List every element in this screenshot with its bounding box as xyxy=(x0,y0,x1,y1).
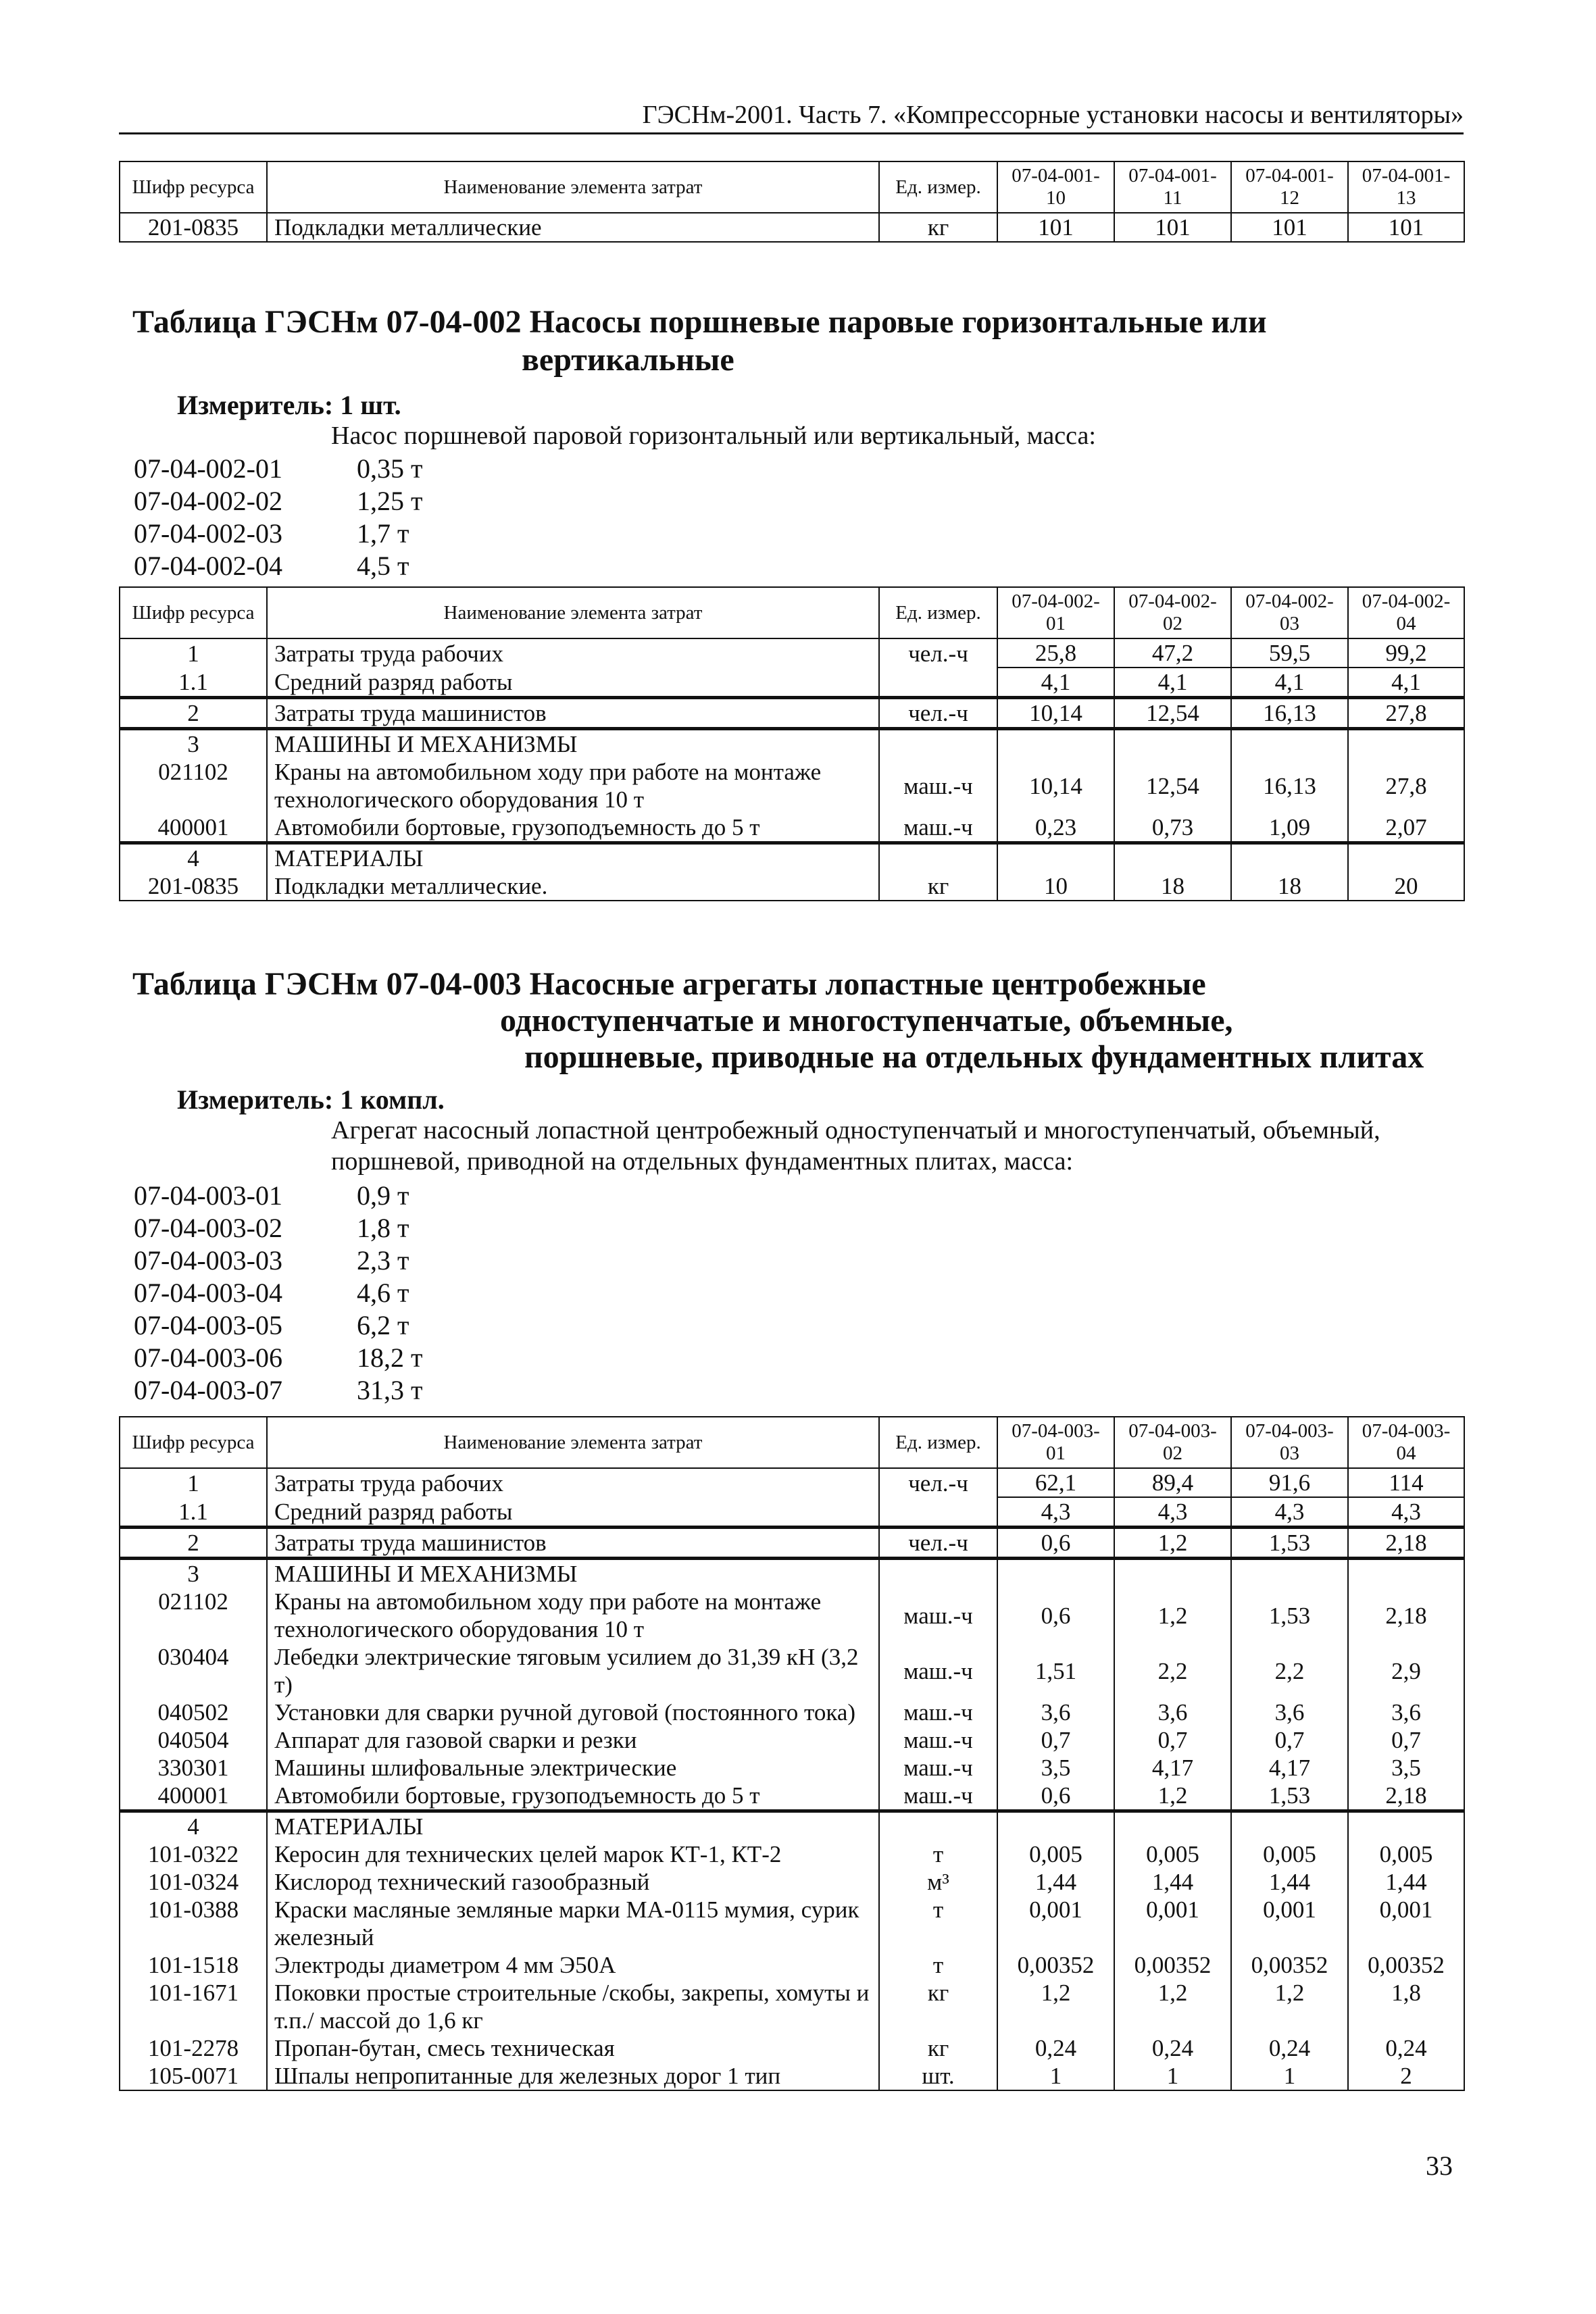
col-header-norm: 07-04-002-02 xyxy=(1114,587,1231,638)
table-row: 1 Затраты труда рабочих чел.-ч 25,8 47,2 59,5 99,2 xyxy=(120,638,1464,668)
table-row: 4 МАТЕРИАЛЫ xyxy=(120,843,1464,873)
col-header-norm: 07-04-001-10 xyxy=(997,161,1114,213)
col-header-unit: Ед. измер. xyxy=(879,161,997,213)
table-row: 101-0388 Краски масляные земляные марки МА-0115 мумия, сурик железный т 0,001 0,001 0,001 0,001 xyxy=(120,1896,1464,1951)
list-item: 07-04-002-02 1,25 т xyxy=(134,486,423,516)
running-header: ГЭСНм-2001. Часть 7. «Компрессорные установки насосы и вентиляторы» xyxy=(119,100,1464,134)
table-row: 400001 Автомобили бортовые, грузоподъемность до 5 т маш.-ч 0,6 1,2 1,53 2,18 xyxy=(120,1782,1464,1811)
list-item: 07-04-003-07 31,3 т xyxy=(134,1375,423,1405)
section-2-description: Насос поршневой паровой горизонтальный или вертикальный, масса: xyxy=(331,422,1096,450)
table-row: 400001 Автомобили бортовые, грузоподъемность до 5 т маш.-ч 0,23 0,73 1,09 2,07 xyxy=(120,813,1464,843)
col-header-code: Шифр ресурса xyxy=(120,1417,267,1468)
table-row: 101-2278 Пропан-бутан, смесь техническая кг 0,24 0,24 0,24 0,24 xyxy=(120,2034,1464,2062)
table-row: 1 Затраты труда рабочих чел.-ч 62,1 89,4 91,6 114 xyxy=(120,1468,1464,1497)
table-row: 1.1 Средний разряд работы 4,1 4,1 4,1 4,1 xyxy=(120,668,1464,698)
col-header-norm: 07-04-001-11 xyxy=(1114,161,1231,213)
section-3-norm-list xyxy=(134,1180,422,1407)
col-header-code: Шифр ресурса xyxy=(120,587,267,638)
col-header-norm: 07-04-001-12 xyxy=(1231,161,1348,213)
col-header-norm: 07-04-003-02 xyxy=(1114,1417,1231,1468)
table-row: 101-1518 Электроды диаметром 4 мм Э50А т 0,00352 0,00352 0,00352 0,00352 xyxy=(120,1951,1464,1979)
table-row: 2 Затраты труда машинистов чел.-ч 10,14 12,54 16,13 27,8 xyxy=(120,698,1464,729)
col-header-unit: Ед. измер. xyxy=(879,587,997,638)
col-header-norm: 07-04-002-01 xyxy=(997,587,1114,638)
table-row: 030404 Лебедки электрические тяговым усилием до 31,39 кН (3,2 т) маш.-ч 1,51 2,2 2,2 2,9 xyxy=(120,1643,1464,1699)
table-row: 040502 Установки для сварки ручной дуговой (постоянного тока) маш.-ч 3,6 3,6 3,6 3,6 xyxy=(120,1699,1464,1726)
section-3-title: Таблица ГЭСНм 07-04-003 Насосные агрегаты лопастные центробежные xyxy=(132,966,1206,1002)
list-item: 07-04-003-02 1,8 т xyxy=(134,1213,409,1243)
col-header-code: Шифр ресурса xyxy=(120,161,267,213)
list-item: 07-04-003-03 2,3 т xyxy=(134,1245,409,1276)
section-2-title: Таблица ГЭСНм 07-04-002 Насосы поршневые паровые горизонтальные или xyxy=(132,304,1267,340)
table-row: 330301 Машины шлифовальные электрические маш.-ч 3,5 4,17 4,17 3,5 xyxy=(120,1754,1464,1782)
col-header-norm: 07-04-003-04 xyxy=(1348,1417,1464,1468)
list-item: 07-04-003-06 18,2 т xyxy=(134,1342,423,1373)
table-row: 201-0835 Подкладки металлические. кг 10 18 18 20 xyxy=(120,872,1464,901)
col-header-norm: 07-04-001-13 xyxy=(1348,161,1464,213)
table-row: 2 Затраты труда машинистов чел.-ч 0,6 1,2 1,53 2,18 xyxy=(120,1528,1464,1559)
table-row: 3 МАШИНЫ И МЕХАНИЗМЫ xyxy=(120,1559,1464,1588)
list-item: 07-04-003-01 0,9 т xyxy=(134,1180,409,1211)
table-row: 021102 Краны на автомобильном ходу при работе на монтаже технологического оборудования 10 т маш.-ч 0,6 1,2 1,53 2,18 xyxy=(120,1588,1464,1643)
section-3-title-cont2: поршневые, приводные на отдельных фундаментных плитах xyxy=(524,1039,1424,1075)
col-header-unit: Ед. измер. xyxy=(879,1417,997,1468)
table-row: 105-0071 Шпалы непропитанные для железных дорог 1 тип шт. 1 1 1 2 xyxy=(120,2062,1464,2090)
table-row: 101-0322 Керосин для технических целей марок КТ-1, КТ-2 т 0,005 0,005 0,005 0,005 xyxy=(120,1840,1464,1868)
table-row: 201-0835 Подкладки металлические кг 101 101 101 101 xyxy=(120,213,1464,242)
table-row: 1.1 Средний разряд работы 4,3 4,3 4,3 4,3 xyxy=(120,1497,1464,1528)
table-003 xyxy=(119,1416,1465,2091)
section-2-norm-list xyxy=(134,453,422,582)
list-item: 07-04-002-04 4,5 т xyxy=(134,551,409,581)
section-3-description: Агрегат насосный лопастной центробежный одноступенчатый и многоступенчатый, объемный, поршневой, приводной на отдельных фундаментных плитах, масса: xyxy=(331,1116,1380,1176)
list-item: 07-04-002-01 0,35 т xyxy=(134,453,423,484)
col-header-name: Наименование элемента затрат xyxy=(267,161,879,213)
list-item: 07-04-003-05 6,2 т xyxy=(134,1310,409,1340)
table-row: 3 МАШИНЫ И МЕХАНИЗМЫ xyxy=(120,729,1464,759)
col-header-name: Наименование элемента затрат xyxy=(267,587,879,638)
col-header-norm: 07-04-003-01 xyxy=(997,1417,1114,1468)
col-header-norm: 07-04-002-03 xyxy=(1231,587,1348,638)
table-001-continuation xyxy=(119,161,1465,243)
section-2-measure: Измеритель: 1 шт. xyxy=(177,390,401,420)
table-row: 101-0324 Кислород технический газообразный м³ 1,44 1,44 1,44 1,44 xyxy=(120,1868,1464,1896)
list-item: 07-04-002-03 1,7 т xyxy=(134,518,409,549)
table-row: 101-1671 Поковки простые строительные /скобы, закрепы, хомуты и т.п./ массой до 1,6 кг кг 1,2 1,2 1,2 1,8 xyxy=(120,1979,1464,2034)
section-3-title-cont: одноступенчатые и многоступенчатые, объемные, xyxy=(500,1003,1233,1038)
col-header-norm: 07-04-002-04 xyxy=(1348,587,1464,638)
section-2-title-cont: вертикальные xyxy=(522,342,734,378)
table-row: 040504 Аппарат для газовой сварки и резки маш.-ч 0,7 0,7 0,7 0,7 xyxy=(120,1726,1464,1754)
col-header-name: Наименование элемента затрат xyxy=(267,1417,879,1468)
section-3-measure: Измеритель: 1 компл. xyxy=(177,1084,445,1115)
col-header-norm: 07-04-003-03 xyxy=(1231,1417,1348,1468)
list-item: 07-04-003-04 4,6 т xyxy=(134,1278,409,1308)
table-002 xyxy=(119,586,1465,901)
table-row: 4 МАТЕРИАЛЫ xyxy=(120,1811,1464,1841)
table-row: 021102 Краны на автомобильном ходу при работе на монтаже технологического оборудования 10 т маш.-ч 10,14 12,54 16,13 27,8 xyxy=(120,758,1464,813)
page-number: 33 xyxy=(1426,2150,1453,2181)
